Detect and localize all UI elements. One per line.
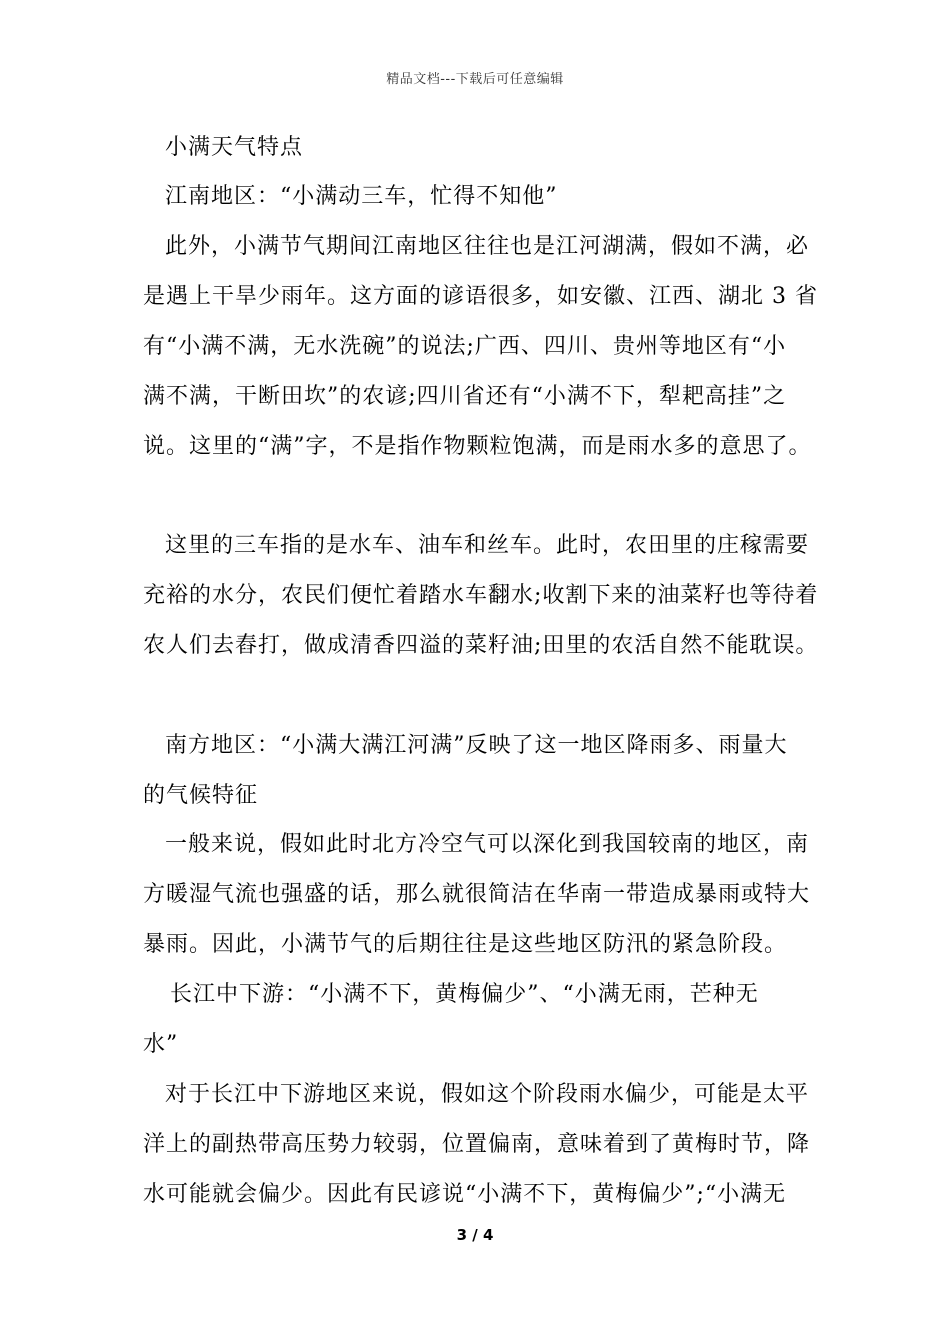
paragraph-line: 是遇上干旱少雨年。这方面的谚语很多，如安徽、江西、湖北 3 省 (143, 284, 818, 309)
paragraph-line: 说。这里的“满”字，不是指作物颗粒饱满，而是雨水多的意思了。 (143, 434, 812, 459)
subheading-jiangnan: 江南地区：“小满动三车，忙得不知他” (165, 184, 558, 209)
paragraph-line: 水” (143, 1032, 179, 1057)
paragraph-line: 洋上的副热带高压势力较弱，位置偏南，意味着到了黄梅时节，降 (143, 1132, 811, 1157)
paragraph-line: 对于长江中下游地区来说，假如这个阶段雨水偏少，可能是太平 (165, 1082, 810, 1107)
paragraph-line: 有“小满不满，无水洗碗”的说法;广西、四川、贵州等地区有“小 (143, 334, 787, 359)
page-header: 精品文档---下载后可任意编辑 (386, 72, 564, 87)
paragraph-line: 满不满，干断田坎”的农谚;四川省还有“小满不下，犁耙高挂”之 (143, 384, 787, 409)
page-number: 3 / 4 (456, 1226, 494, 1244)
section-heading: 小满天气特点 (165, 135, 304, 160)
paragraph-line: 方暖湿气流也强盛的话，那么就很简洁在华南一带造成暴雨或特大 (143, 882, 811, 907)
paragraph-line: 充裕的水分，农民们便忙着踏水车翻水;收割下来的油菜籽也等待着 (143, 583, 819, 608)
paragraph-line: 这里的三车指的是水车、油车和丝车。此时，农田里的庄稼需要 (165, 533, 810, 558)
paragraph-line: 此外，小满节气期间江南地区往往也是江河湖满，假如不满，必 (165, 234, 810, 259)
paragraph-line: 水可能就会偏少。因此有民谚说“小满不下，黄梅偏少”;“小满无 (143, 1182, 787, 1207)
subheading-yangtze: 长江中下游：“小满不下，黄梅偏少”、“小满无雨，芒种无 (170, 982, 759, 1007)
paragraph-line: 的气候特征 (143, 783, 259, 808)
paragraph-line: 暴雨。因此，小满节气的后期往往是这些地区防汛的紧急阶段。 (143, 932, 788, 957)
subheading-south: 南方地区：“小满大满江河满”反映了这一地区降雨多、雨量大 (165, 733, 788, 758)
paragraph-line: 农人们去舂打，做成清香四溢的菜籽油;田里的农活自然不能耽误。 (143, 633, 819, 658)
paragraph-line: 一般来说，假如此时北方冷空气可以深化到我国较南的地区，南 (165, 832, 810, 857)
